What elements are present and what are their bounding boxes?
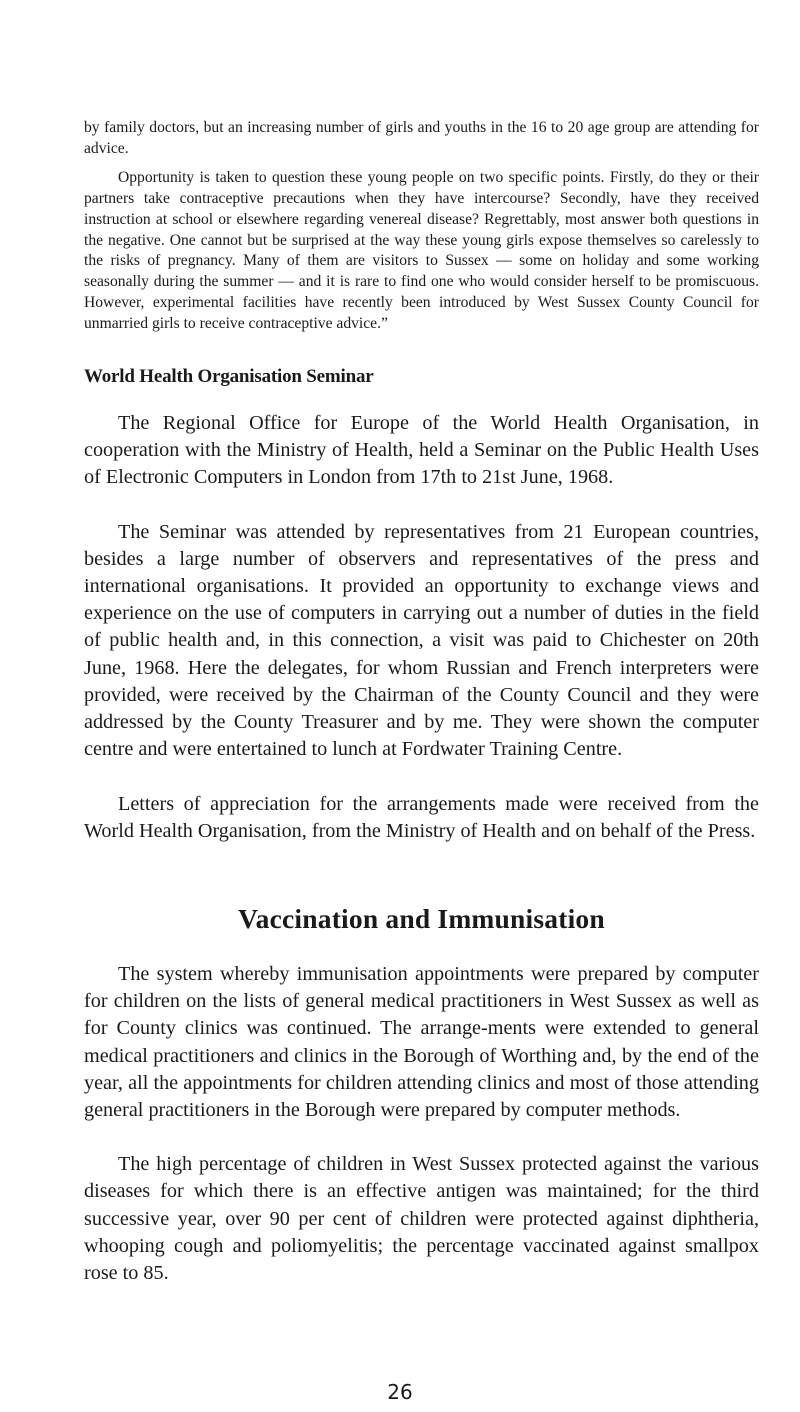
who-paragraph-1: The Regional Office for Europe of the World Health Organisation, in cooperation with the Ministry of Health, held a Seminar on the Public Health Uses of Electronic Computers in London from 17th to 21st June, 1968. [84, 412, 759, 489]
who-paragraph-3: Letters of appreciation for the arrangements made were received from the World Health Organisation, from the Ministry of Health and on behalf of the Press. [84, 792, 759, 842]
intro-paragraph-1: by family doctors, but an increasing number of girls and youths in the 16 to 20 age group are attending for advice. [84, 119, 759, 157]
page-number: 26 [387, 1380, 413, 1404]
vaccination-heading: Vaccination and Immunisation [238, 902, 605, 934]
intro-paragraph-2: Opportunity is taken to question these young people on two specific points. Firstly, do they or their partners take contraceptive precautions when they have intercourse? Secondly, have they received instruction at school or elsewhere regarding venereal disease? Regrettably, most answer both questions in the negative. One cannot but be surprised at the way these young girls expose themselves so carelessly to the risks of pregnancy. Many of them are visitors to Sussex — some on holiday and some working seasonally during the summer — and it is rare to find one who would consider herself to be promiscuous. However, experimental facilities have recently been introduced by West Sussex County Council for unmarried girls to receive contraceptive advice.” [84, 168, 759, 333]
who-paragraph-2: The Seminar was attended by representatives from 21 European countries, besides a large number of observers and representatives of the press and international organisations. It provided an opportunity to exchange views and experience on the use of computers in carrying out a number of duties in the field of public health and, in this connection, a visit was paid to Chichester on 20th June, 1968. Here the delegates, for whom Russian and French interpreters were provided, were received by the Chairman of the County Council and they were addressed by the County Treasurer and by me. They were shown the computer centre and were entertained to lunch at Fordwater Training Centre. [84, 520, 759, 761]
document-page [84, 118, 759, 1287]
who-seminar-heading: World Health Organisation Seminar [84, 366, 374, 388]
vaccination-paragraph-1: The system whereby immunisation appointments were prepared by computer for children on the lists of general medical practitioners in West Sussex as well as for County clinics was continued. The arrange-ments were extended to general medical practitioners and clinics in the Borough of Worthing and, by the end of the year, all the appointments for children attending clinics and most of those attending general practitioners in the Borough were prepared by computer methods. [84, 962, 759, 1121]
vaccination-paragraph-2: The high percentage of children in West Sussex protected against the various diseases for which there is an effective antigen was maintained; for the third successive year, over 90 per cent of children were protected against diphtheria, whooping cough and poliomyelitis; the percentage vaccinated against smallpox rose to 85. [84, 1153, 759, 1284]
